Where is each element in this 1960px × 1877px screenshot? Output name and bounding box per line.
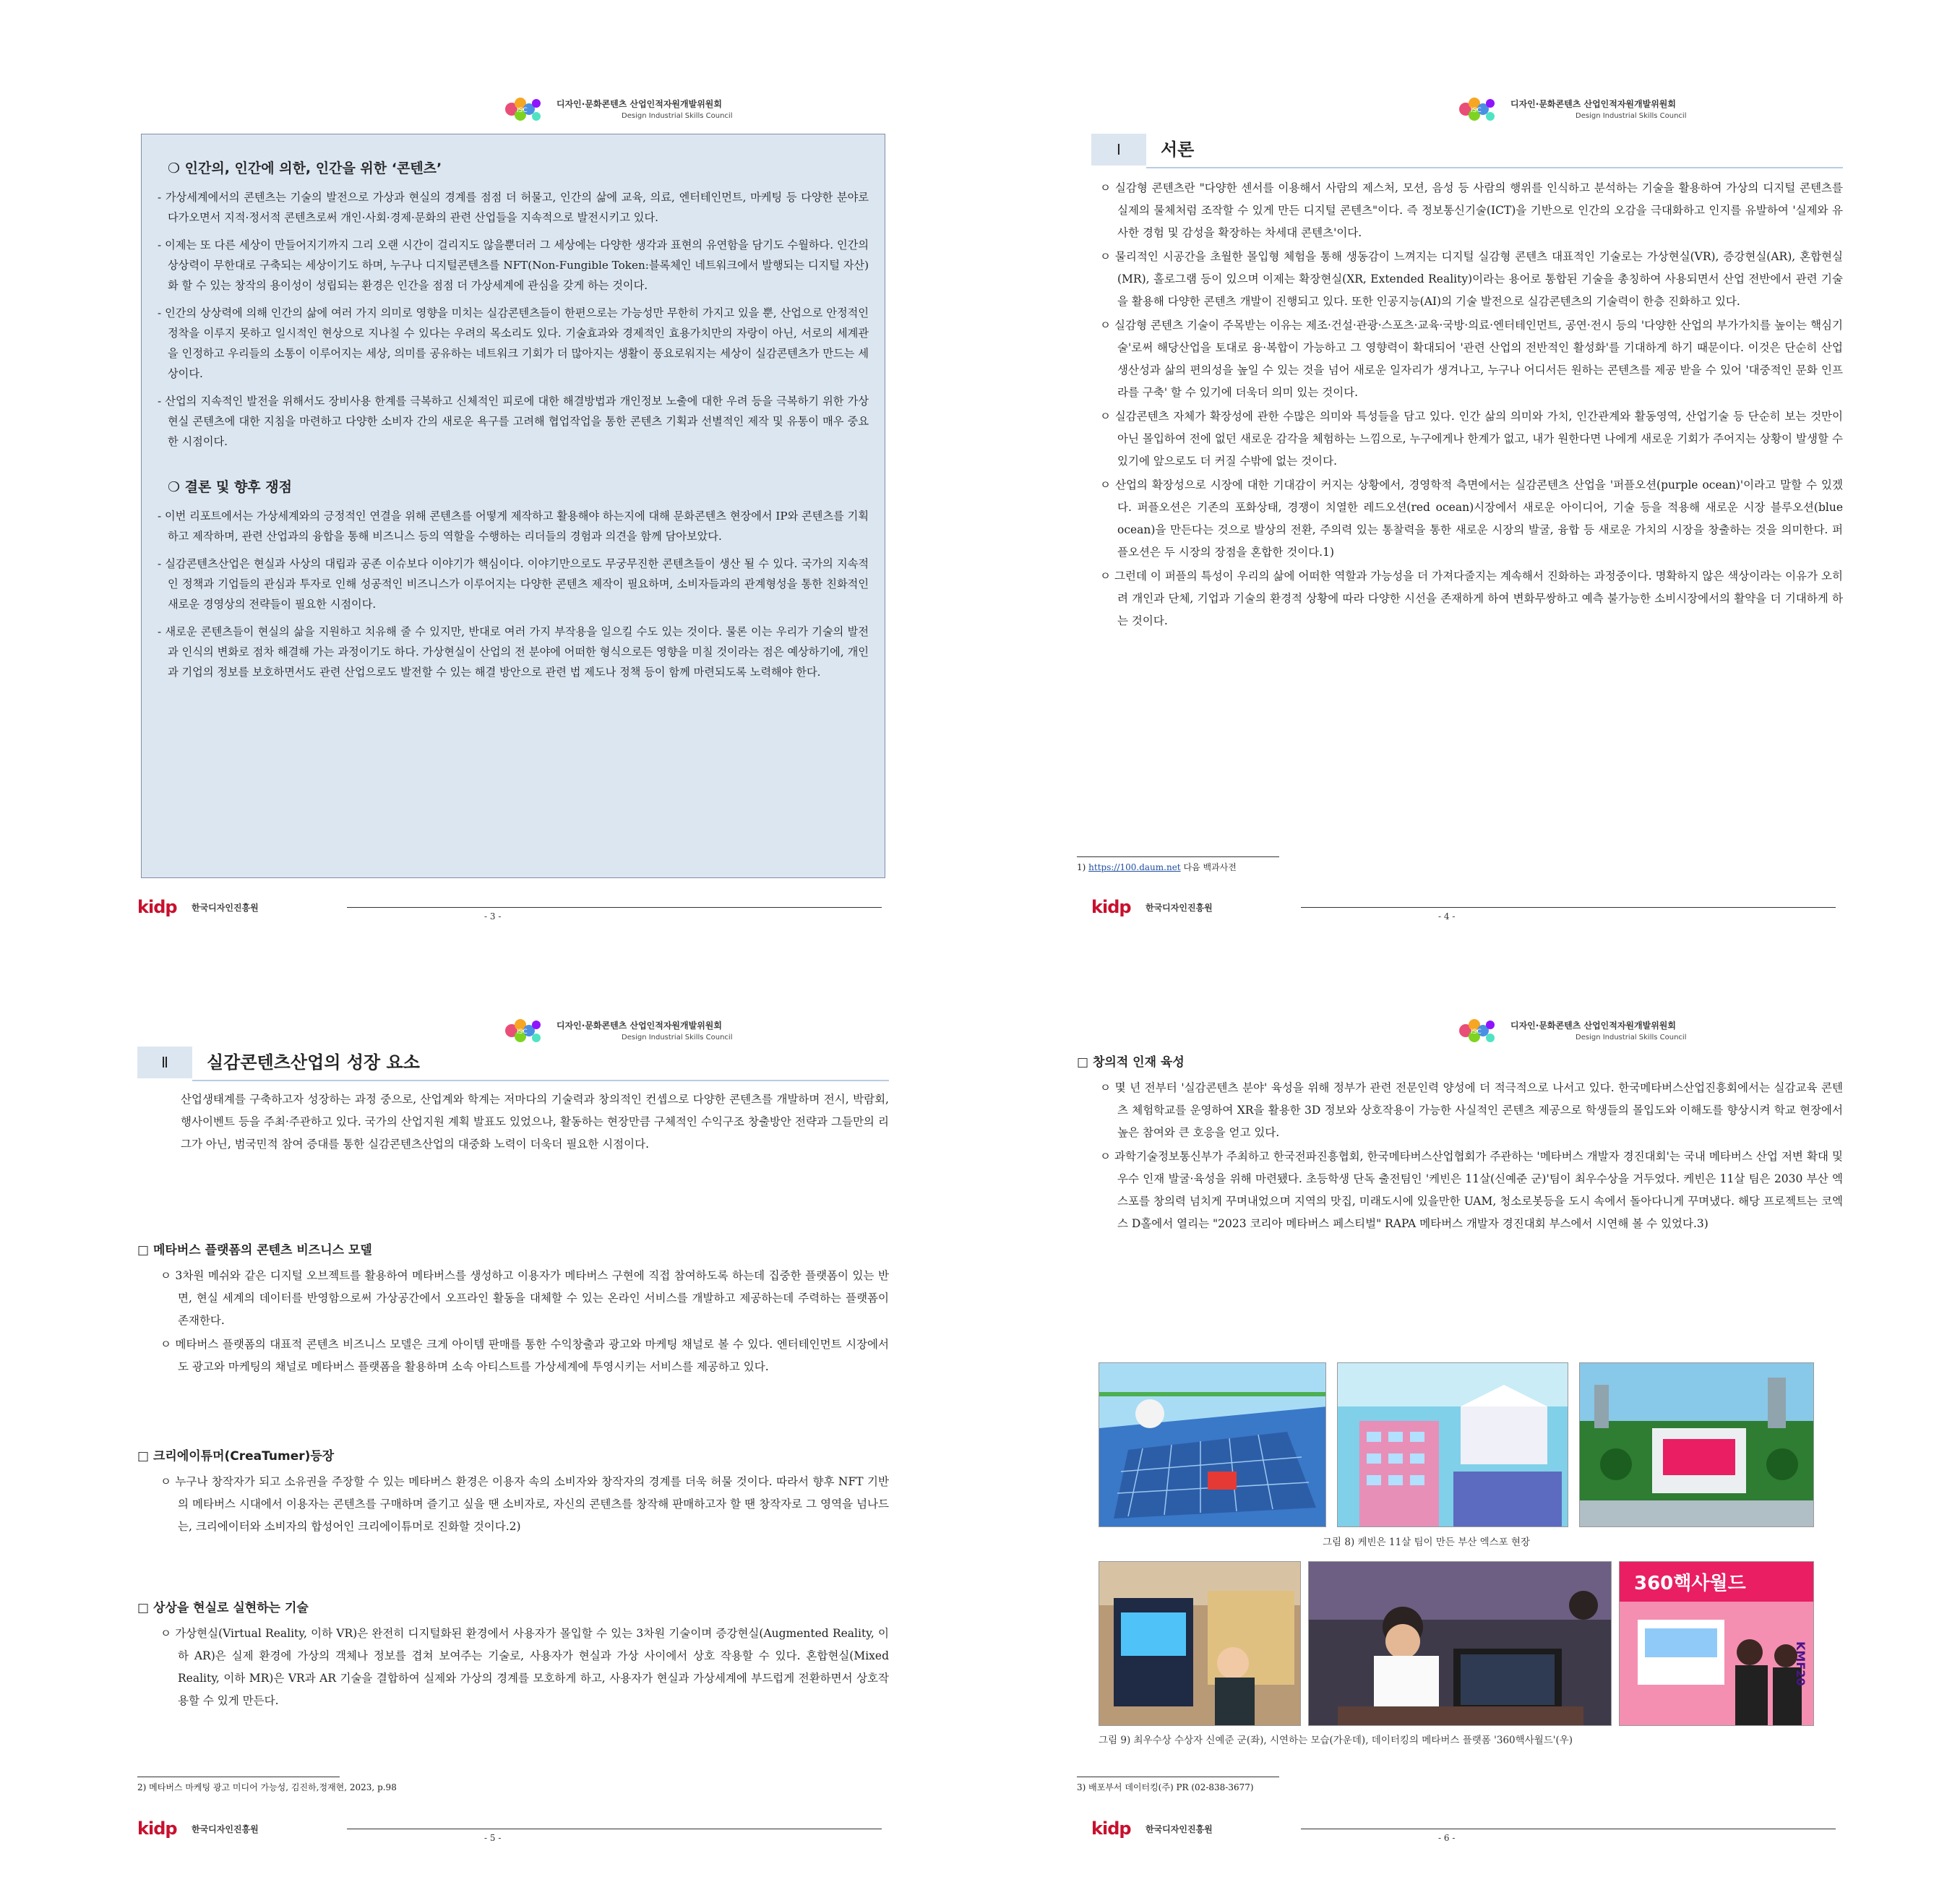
svg-text:ISC: ISC (517, 1028, 528, 1036)
footer-org: 한국디자인진흥원 (192, 903, 259, 913)
figure-booth-photo (1619, 1561, 1814, 1726)
figure-demo-photo (1308, 1561, 1612, 1726)
figure-expo-buildings (1337, 1362, 1568, 1527)
kidp-logo: kidp (1091, 897, 1131, 917)
paragraph: ㅇ 3차원 메쉬와 같은 디지털 오브젝트를 활용하여 메타버스를 생성하고 이용자가 메타버스 구현에 직접 참여하도록 하는데 집중한 플랫폼이 있는 반면, 현실 세계의 데이터를 반영함으로써 가상공간에서 오프라인 활동을 대체할 수 있는 온라인 서비스를 개발하고 제공하는데 주력하는 플랫폼이 존재한다. (160, 1269, 889, 1327)
footer-divider (1301, 907, 1836, 908)
section-body (152, 1471, 889, 1539)
chapter-heading (137, 1047, 889, 1078)
section-body (152, 1623, 889, 1714)
chapter-heading (1091, 134, 1843, 166)
demo-photo-image (1309, 1562, 1612, 1726)
chapter-title: 서론 (1161, 139, 1195, 160)
paragraph: ㅇ 실감콘텐츠 자체가 확장성에 관한 수많은 의미와 특성들을 담고 있다. 인간 삶의 의미와 가치, 인간관계와 활동영역, 산업기술 등 단순히 보는 것만이 아닌 몰입하여 전에 없던 새로운 감각을 체험하는 느낌으로, 누구에게나 한계가 없고, 내가 원한다면 나에게 새로운 기회가 주어지는 상황이 발생할 수 있기에 앞으로도 더 커질 수밖에 없는 것이다. (1100, 410, 1843, 468)
paragraph: ㅇ 과학기술정보통신부가 주최하고 한국전파진흥협회, 한국메타버스산업협회가 주관하는 '메타버스 개발자 경진대회'는 국내 메타버스 산업 저변 확대 및 우수 인재 발굴·육성을 위해 마련됐다. 초등학생 단독 출전팀인 '케빈은 11살(신예준 군)'팀이 최우수상을 거두었다. 케빈은 11살 팀은 2030 부산 엑스포를 창의력 넘치게 꾸며내었으며 지역의 맛집, 미래도시에 있을만한 UAM, 청소로봇등을 도시 속에서 돌아다니게 꾸며냈다. 해당 프로젝트는 코엑스 D홀에서 열리는 "2023 코리아 메타버스 페스티벌" RAPA 메타버스 개발자 경진대회 부스에서 시연해 볼 수 있었다.3) (1100, 1150, 1843, 1230)
page-3 (116, 76, 889, 922)
footer-divider (347, 907, 882, 908)
section-title: ❍ 결론 및 향후 쟁점 (168, 479, 292, 495)
footnote-divider (1077, 856, 1279, 857)
chapter-title: 실감콘텐츠산업의 성장 요소 (207, 1052, 420, 1073)
kidp-logo: kidp (1091, 1818, 1131, 1839)
paragraph: ㅇ 누구나 창작자가 되고 소유권을 주장할 수 있는 메타버스 환경은 이용자 속의 소비자와 창작자의 경계를 더욱 허물 것이다. 따라서 향후 NFT 기반의 메타버스 시대에서 이용자는 콘텐츠를 구매하며 즐기고 싶을 땐 소비자로, 자신의 콘텐츠를 창작해 판매하고자 할 땐 창작자로 그 영역을 넘나드는, 크리에이터와 소비자의 합성어인 크리에이튜머로 진화할 것이다.2) (160, 1475, 889, 1533)
header-org-ko: 디자인·문화콘텐츠 산업인적자원개발위원회 (1510, 99, 1676, 109)
section-title: ❍ 인간의, 인간에 의한, 인간을 위한 ‘콘텐츠’ (168, 160, 442, 176)
section-heading: □ 상상을 현실로 실현하는 기술 (137, 1601, 309, 1615)
figure-winner-photo (1099, 1561, 1301, 1726)
section-heading: □ 창의적 인재 육성 (1077, 1055, 1185, 1070)
winner-photo-image (1099, 1562, 1301, 1726)
paragraph: ㅇ 실감형 콘텐츠란 "다양한 센서를 이용해서 사람의 제스처, 모션, 음성 등 사람의 행위를 인식하고 분석하는 기술을 활용하여 가상의 디지털 콘텐츠를 실제의 물체처럼 조작할 수 있게 만든 디지털 콘텐츠"이다. 즉 정보통신기술(ICT)을 기반으로 인간의 오감을 극대화하고 인지를 유발하여 '실제와 유사한 경험 및 감성을 확장하는 차세대 콘텐츠'이다. (1100, 181, 1843, 239)
council-logo-icon (1453, 93, 1503, 126)
body-text (1091, 177, 1843, 634)
bullet-item: - 인간의 상상력에 의해 인간의 삶에 여러 가지 의미로 영향을 미치는 실감콘텐츠들이 한편으로는 가능성만 무한히 가지고 있을 뿐, 산업으로 안정적인 정착을 이루지 못하고 일시적인 현상으로 지나칠 수 있다는 우려의 목소리도 있다. 기술효과와 경제적인 효용가치만의 자랑이 아닌, 서로의 세계관을 인정하고 우리들의 소통이 이루어지는 세상, 의미를 공유하는 네트워크 기회가 더 많아지는 생활이 풍요로워지는 세상이 실감콘텐츠가 만드는 세상이다. (158, 306, 869, 380)
summary-box (141, 134, 885, 878)
kmf-sign-text: KMF20 (1794, 1641, 1808, 1686)
bullet-item: - 새로운 콘텐츠들이 현실의 삶을 지원하고 치유해 줄 수 있지만, 반대로 여러 가지 부작용을 일으킬 수도 있는 것이다. 물론 이는 우리가 기술의 발전과 인식의 변화로 점차 해결해 가는 과정이기도 하다. 가상현실이 산업의 전 분야에 어떠한 형식으로든 영향을 미칠 것이라는 점은 예상하기에, 개인과 기업의 정보를 보호하면서도 관련 산업으로도 발전할 수 있는 해결 방안으로 관련 법 제도나 정책 등이 함께 마련되도록 노력해야 한다. (158, 625, 869, 679)
bullet-item: - 가상세계에서의 콘텐츠는 기술의 발전으로 가상과 현실의 경계를 점점 더 허물고, 인간의 삶에 교육, 의료, 엔터테인먼트, 마케팅 등 다양한 분야로 다가오면서 지적·정서적 콘텐츠로써 개인·사회·경제·문화의 관련 산업들을 지속적으로 발전시키고 있다. (158, 191, 869, 224)
bullet-item: - 이제는 또 다른 세상이 만들어지기까지 그리 오랜 시간이 걸리지도 않을뿐더러 그 세상에는 다양한 생각과 표현의 유연함을 담기도 수월하다. 인간의 상상력이 무한대로 구축되는 세상이기도 하며, 누구나 디지털콘텐츠를 NFT(Non-Fungible Token:블록체인 네트워크에서 발행되는 디지털 자산)화 할 수 있는 창작의 용이성이 성립되는 환경은 인간을 점점 더 가상세계에 관심을 갖게 하는 것이다. (158, 239, 869, 292)
paragraph: ㅇ 산업의 확장성으로 시장에 대한 기대감이 커지는 상황에서, 경영학적 측면에서는 실감콘텐츠 산업을 '퍼플오션(purple ocean)'이라고 말할 수 있겠다. 퍼플오션은 기존의 포화상태, 경쟁이 치열한 레드오션(red ocean)시장에서 새로운 아이디어, 기술 등을 적용해 새로운 시장 블루오션(blue ocean)을 만든다는 것으로 발상의 전환, 주의력 있는 통찰력을 통한 새로운 시장의 발굴, 융합 등 새로운 가치의 시장을 창출하는 것을 의미한다. 퍼플오션은 두 시장의 장점을 혼합한 것이다.1) (1100, 478, 1843, 559)
page-header (1453, 1012, 1843, 1055)
paragraph: ㅇ 메타버스 플랫폼의 대표적 콘텐츠 비즈니스 모델은 크게 아이템 판매를 통한 수익창출과 광고와 마케팅 채널로 볼 수 있다. 엔터테인먼트 시장에서도 광고와 마케팅의 채널로 메타버스 플랫폼을 활용하며 소속 아티스트를 가상세계에 투영시키는 서비스를 제공하고 있다. (160, 1338, 889, 1373)
page-header (499, 90, 889, 134)
paragraph: ㅇ 그런데 이 퍼플의 특성이 우리의 삶에 어떠한 역할과 가능성을 더 가져다줄지는 계속해서 진화하는 과정중이다. 명확하지 않은 색상이라는 이유가 오히려 개인과 단체, 기업과 기술의 환경적 상황에 따라 다양한 시선을 존재하게 하여 변화무쌍하고 예측 불가능한 소비시장에서의 활약을 더 기대하게 하는 것이다. (1100, 570, 1843, 627)
chapter-number: Ⅰ (1091, 134, 1146, 166)
plaza-scene-image (1580, 1363, 1814, 1527)
section-heading: □ 크리에이튜머(CreaTumer)등장 (137, 1449, 335, 1464)
page-4 (1070, 76, 1843, 922)
footer-org: 한국디자인진흥원 (1146, 903, 1213, 913)
buildings-scene-image (1338, 1363, 1568, 1527)
section-body (158, 187, 869, 452)
footnote-text: 다음 백과사전 (1183, 862, 1237, 872)
kidp-logo: kidp (137, 897, 177, 917)
page-5 (116, 997, 889, 1843)
page-footer (137, 1814, 889, 1843)
bullet-item: - 실감콘텐츠산업은 현실과 사상의 대립과 공존 이슈보다 이야기가 핵심이다. 이야기만으로도 무궁무진한 콘텐츠들이 생산 될 수 있다. 국가의 지속적인 정책과 기업들의 관심과 투자로 인해 성공적인 비즈니스가 이루어지는 다양한 콘텐츠 제작이 필요하며, 소비자들과의 관계형성을 통한 친화적인 새로운 경영상의 전략들이 필요한 시점이다. (158, 557, 869, 611)
page-number: - 3 - (484, 911, 502, 922)
section-heading: □ 메타버스 플랫폼의 콘텐츠 비즈니스 모델 (137, 1243, 372, 1258)
page-number: - 4 - (1438, 911, 1456, 922)
footnote-num: 1) (1077, 862, 1086, 872)
header-org-ko: 디자인·문화콘텐츠 산업인적자원개발위원회 (1510, 1021, 1676, 1031)
page-6 (1070, 997, 1843, 1843)
bullet-item: - 이번 리포트에서는 가상세계와의 긍정적인 연결을 위해 콘텐츠를 어떻게 제작하고 활용해야 하는지에 대해 문화콘텐츠 현장에서 IP와 콘텐츠를 기획하고 제작하며, 관련 산업과의 융합을 통해 비즈니스 등의 역할을 수행하는 리더들의 경험과 의견을 함께 담아보았다. (158, 510, 869, 543)
bullet-item: - 산업의 지속적인 발전을 위해서도 장비사용 한계를 극복하고 신체적인 피로에 대한 해결방법과 개인정보 노출에 대한 우려 등을 극복하기 위한 가상현실 콘텐츠에 대한 지침을 마련하고 다양한 소비자 간의 새로운 욕구를 고려해 협업작업을 통한 콘텐츠 기획과 선별적인 제작 및 유통이 매우 중요한 시점이다. (158, 395, 869, 448)
section-body (158, 506, 869, 682)
section-body (1091, 1077, 1843, 1237)
header-org-en: Design Industrial Skills Council (622, 1034, 733, 1041)
page-footer (1091, 1814, 1843, 1843)
header-org-en: Design Industrial Skills Council (622, 112, 733, 120)
booth-photo-image (1620, 1562, 1814, 1726)
footnote: 3) 배포부서 데이터킹(주) PR (02-838-3677) (1077, 1782, 1254, 1792)
page-footer (137, 893, 889, 922)
footnote (1077, 861, 1237, 873)
booth-sign-text: 360핵사월드 (1634, 1573, 1746, 1594)
expo-scene-image (1099, 1363, 1326, 1527)
page-footer (1091, 893, 1843, 922)
footer-org: 한국디자인진흥원 (192, 1824, 259, 1834)
chapter-underline (192, 1080, 889, 1081)
header-org-en: Design Industrial Skills Council (1576, 1034, 1687, 1041)
footer-org: 한국디자인진흥원 (1146, 1824, 1213, 1834)
council-logo-icon (1453, 1015, 1503, 1048)
kidp-logo: kidp (137, 1818, 177, 1839)
paragraph: ㅇ 실감형 콘텐츠 기술이 주목받는 이유는 제조·건설·관광·스포츠·교육·국방·의료·엔터테인먼트, 공연·전시 등의 '다양한 산업의 부가가치를 높이는 핵심기술'로써 해당산업을 토대로 융·복합이 가능하고 그 영향력이 확대되어 '관련 산업의 전반적인 활성화'를 기대하게 하기 때문이다. 이것은 단순히 산업 생산성과 삶의 편의성을 높일 수 있는 것을 넘어 새로운 일자리가 생겨나고, 누구나 어디서든 원하는 콘텐츠를 제공 받을 수 있어 '대중적인 문화 인프라를 구축' 할 수 있기에 더욱더 의미 있는 것이다. (1100, 319, 1843, 399)
page-header (1453, 90, 1843, 134)
paragraph: ㅇ 물리적인 시공간을 초월한 몰입형 체험을 통해 생동감이 느껴지는 디지털 실감형 콘텐츠 대표적인 기술로는 가상현실(VR), 증강현실(AR), 혼합현실(MR), 홀로그램 등이 있으며 이제는 확장현실(XR, Extended Reality)이라는 용어로 통합된 기술을 총칭하여 사용되면서 산업 전반에서 관련 기술을 활용해 다양한 콘텐츠 개발이 진행되고 있다. 또한 인공지능(AI)의 기술 발전으로 실감콘텐츠의 기술력이 한층 진화하고 있다. (1100, 250, 1843, 308)
council-logo-icon (499, 1015, 549, 1048)
intro-paragraph: 산업생태계를 구축하고자 성장하는 과정 중으로, 산업계와 학계는 저마다의 기술력과 창의적인 컨셉으로 다양한 콘텐츠를 개발하며 전시, 박람회, 행사이벤트 등을 주최·주관하고 있다. 국가의 산업지원 계획 발표도 있었으나, 활동하는 현장만큼 구체적인 수익구조 창출방안 전략과 그들만의 리그가 아닌, 범국민적 참여 증대를 통한 실감콘텐츠산업의 대중화 노력이 더욱더 필요한 시점이다. (181, 1093, 889, 1151)
header-org-ko: 디자인·문화콘텐츠 산업인적자원개발위원회 (556, 1021, 722, 1031)
figure-expo-plaza (1579, 1362, 1814, 1527)
council-logo-icon (499, 93, 549, 126)
footnote: 2) 메타버스 마케팅 광고 미디어 가능성, 김진하,정재현, 2023, p.98 (137, 1782, 397, 1792)
page-number: - 5 - (484, 1833, 502, 1843)
paragraph: ㅇ 가상현실(Virtual Reality, 이하 VR)은 완전히 디지털화된 환경에서 사용자가 몰입할 수 있는 3차원 기술이며 증강현실(Augmented Reality, 이하 AR)은 실제 환경에 가상의 객체나 정보를 겹쳐 보여주는 기술로, 사용자가 현실과 가상 사이에서 상호 작용할 수 있다. 혼합현실(Mixed Reality, 이하 MR)은 VR과 AR 기술을 결합하여 실제와 가상의 경계를 모호하게 하고, 사용자가 현실과 가상세계에 부드럽게 전환하면서 상호작용할 수 있게 만든다. (160, 1627, 889, 1707)
svg-text:ISC: ISC (1471, 107, 1482, 114)
chapter-underline (1146, 167, 1843, 168)
page-number: - 6 - (1438, 1833, 1456, 1843)
footnote-link[interactable]: https://100.daum.net (1088, 862, 1181, 872)
chapter-number: Ⅱ (137, 1047, 192, 1078)
svg-text:ISC: ISC (517, 107, 528, 114)
svg-text:ISC: ISC (1471, 1028, 1482, 1036)
figure-8-caption: 그림 8) 케빈은 11살 팀이 만든 부산 엑스포 현장 (1323, 1537, 1531, 1548)
header-org-ko: 디자인·문화콘텐츠 산업인적자원개발위원회 (556, 99, 722, 109)
paragraph: ㅇ 몇 년 전부터 '실감콘텐츠 분야' 육성을 위해 정부가 관련 전문인력 양성에 더 적극적으로 나서고 있다. 한국메타버스산업진흥회에서는 실감교육 콘텐츠 체험학교를 운영하여 XR을 활용한 3D 정보와 상호작용이 가능한 사실적인 콘텐츠 제공으로 학생들의 몰입도와 이해도를 향상시켜 학교 현장에서 높은 참여와 큰 호응을 얻고 있다. (1100, 1081, 1843, 1139)
figure-expo-map (1099, 1362, 1326, 1527)
header-org-en: Design Industrial Skills Council (1576, 112, 1687, 120)
section-body (152, 1265, 889, 1380)
figure-9-caption: 그림 9) 최우수상 수상자 신예준 군(좌), 시연하는 모습(가운데), 데이터킹의 메타버스 플랫폼 '360핵사월드'(우) (1099, 1735, 1573, 1746)
